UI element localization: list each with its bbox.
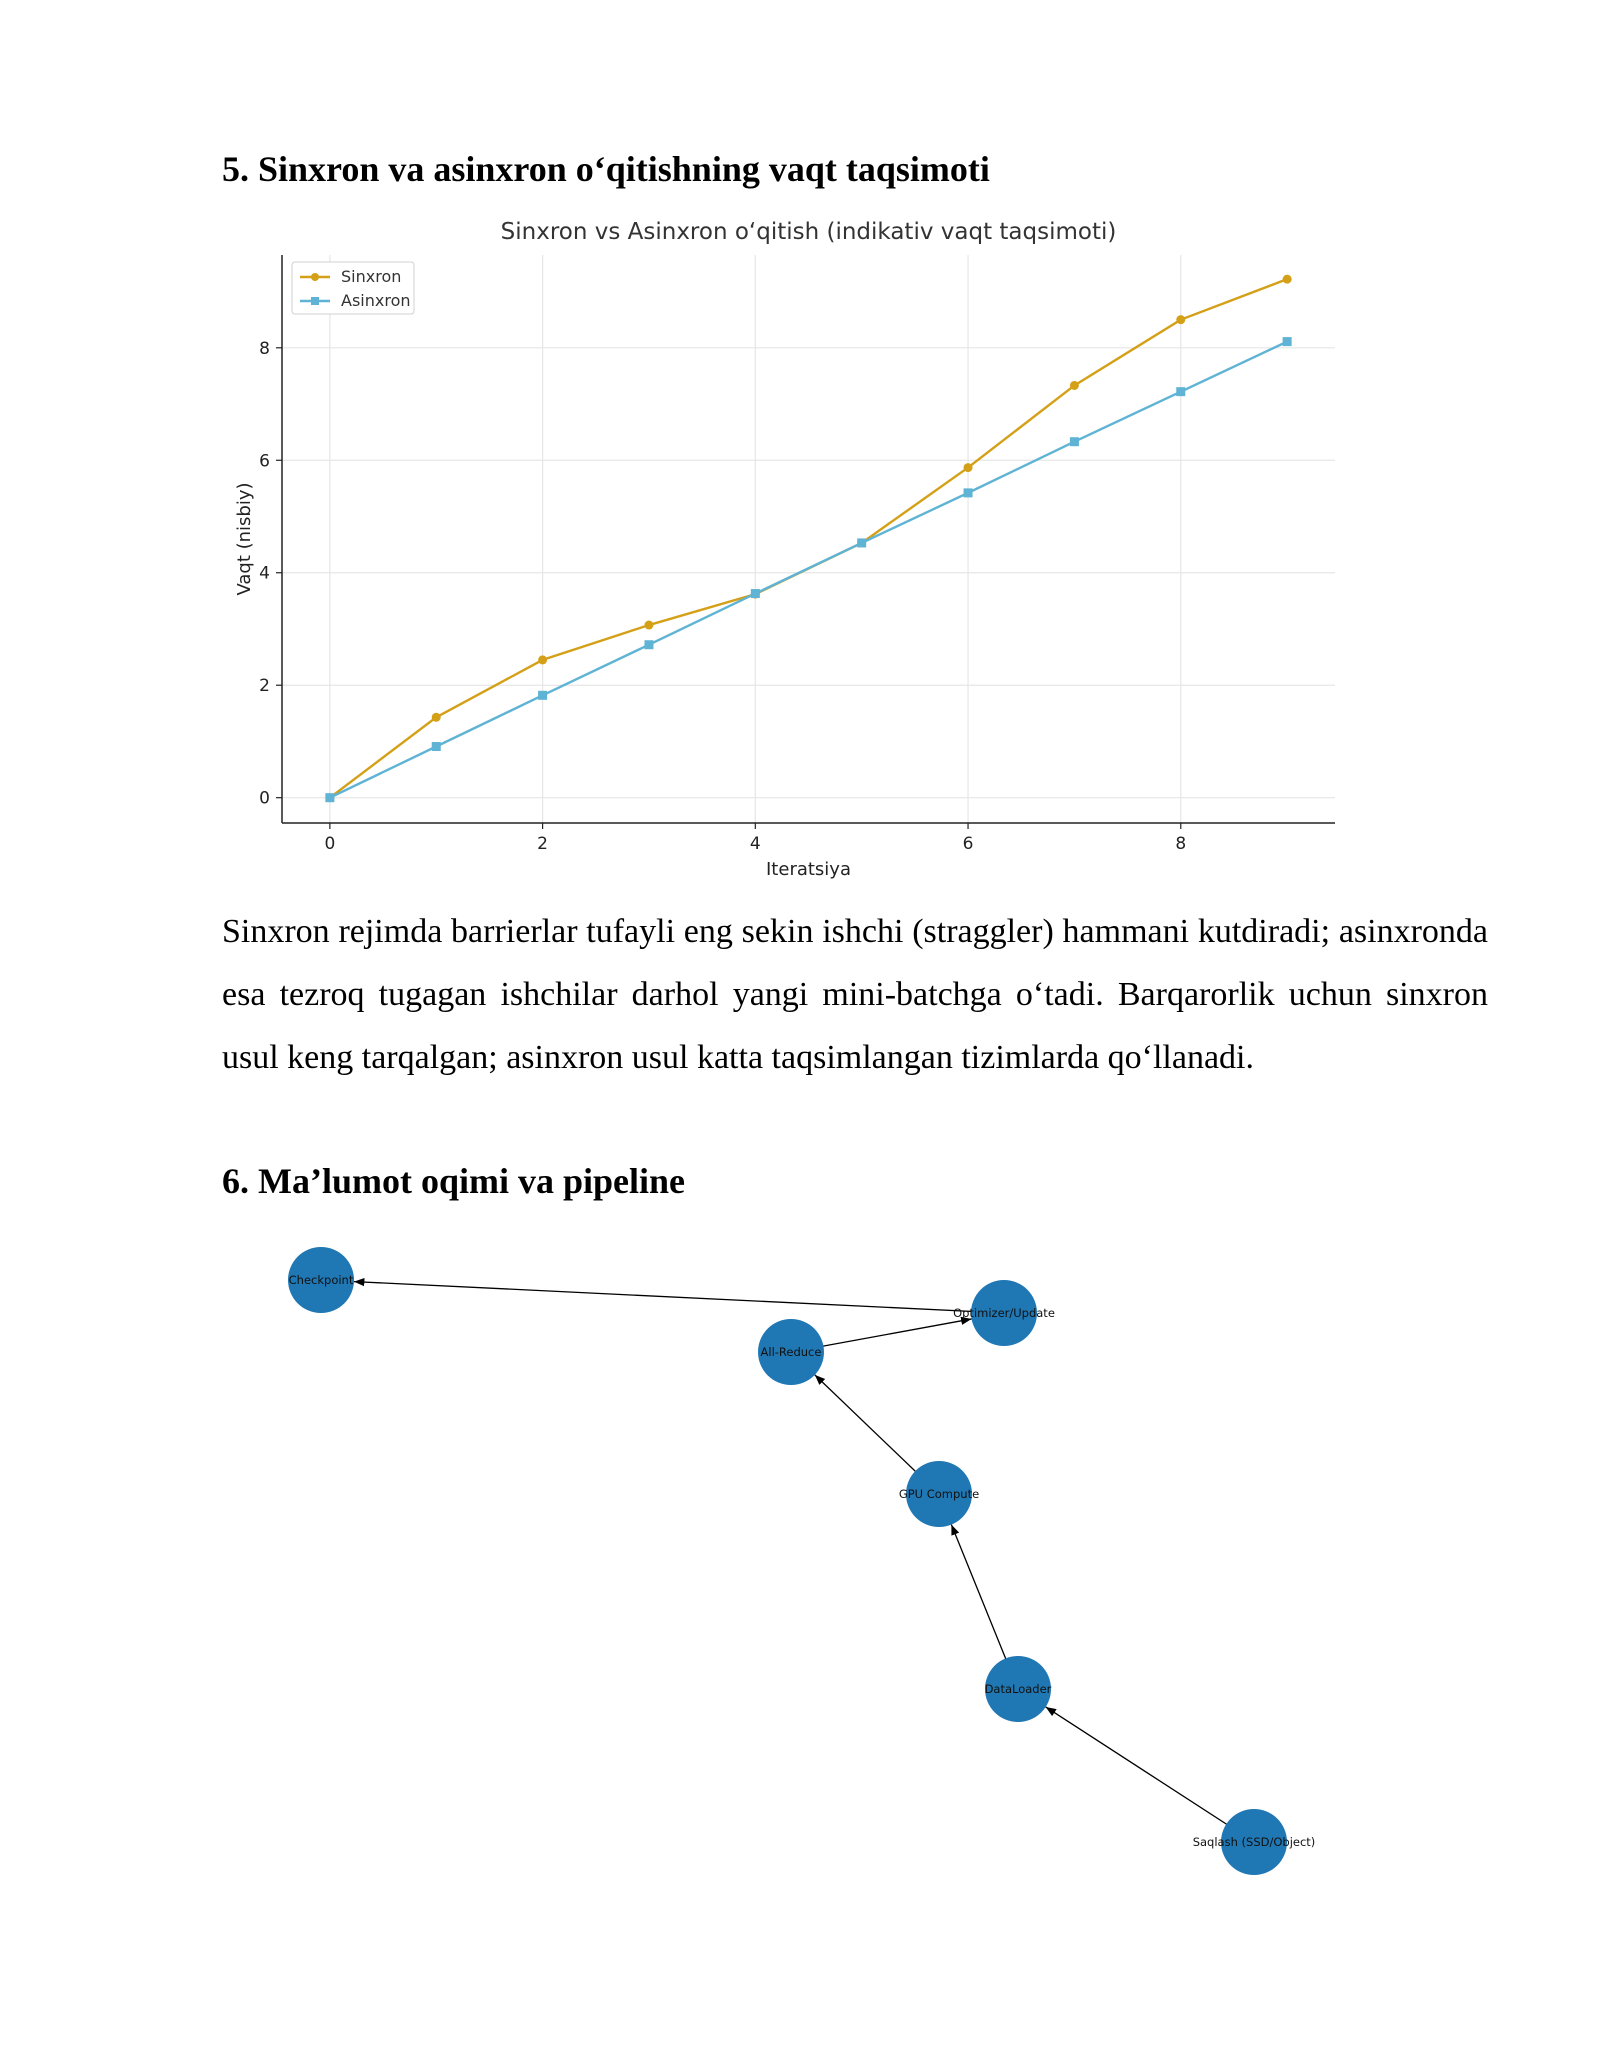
node-label-storage: Saqlash (SSD/Object) xyxy=(1192,1835,1316,1849)
x-tick-label: 6 xyxy=(962,834,974,854)
y-tick-label: 2 xyxy=(259,676,270,697)
node-label-gpu: GPU Compute xyxy=(898,1487,980,1501)
y-tick-label: 0 xyxy=(259,788,270,809)
y-tick-label: 4 xyxy=(259,563,270,584)
data-point xyxy=(644,640,653,649)
data-point xyxy=(964,488,973,497)
x-tick-label: 8 xyxy=(1175,834,1187,854)
pipeline-graph xyxy=(250,1210,1400,1890)
chart-title: Sinxron vs Asinxron o‘qitish (indikativ vaqt taqsimoti) xyxy=(500,219,1117,245)
y-tick-label: 8 xyxy=(259,338,270,359)
timing-line-chart xyxy=(220,215,1350,885)
data-point xyxy=(964,463,973,472)
x-tick-label: 4 xyxy=(749,834,761,854)
legend-marker xyxy=(311,273,319,281)
data-point xyxy=(538,691,547,700)
node-label-checkpoint: Checkpoint xyxy=(288,1273,354,1287)
node-label-dataloader: DataLoader xyxy=(984,1682,1052,1696)
x-tick-label: 2 xyxy=(537,834,549,854)
y-axis-label: Vaqt (nisbiy) xyxy=(234,482,255,596)
data-point xyxy=(1070,381,1079,390)
data-point xyxy=(751,589,760,598)
data-point xyxy=(432,713,441,722)
node-label-optimizer: Optimizer/Update xyxy=(953,1306,1055,1320)
section-5-paragraph: Sinxron rejimda barrierlar tufayli eng sekin ishchi (straggler) hammani kutdiradi; asinxronda esa tezroq tugagan ishchilar darhol yangi mini-batchga o‘tadi. Barqarorlik uchun sinxron usul keng tarqalgan; asinxron usul katta taqsimlangan tizimlarda qo‘llanadi. xyxy=(222,913,1488,1076)
series-line-sinxron xyxy=(330,279,1287,798)
data-point xyxy=(325,793,334,802)
data-point xyxy=(1176,315,1185,324)
section-5-heading: 5. Sinxron va asinxron o‘qitishning vaqt taqsimoti xyxy=(222,149,990,189)
legend-label: Asinxron xyxy=(341,291,411,310)
legend-label: Sinxron xyxy=(341,267,402,286)
edge-storage-to-dataloader xyxy=(1046,1707,1254,1842)
data-point xyxy=(538,655,547,664)
data-point xyxy=(1283,275,1292,284)
data-point xyxy=(1176,387,1185,396)
data-point xyxy=(644,621,653,630)
data-point xyxy=(1283,337,1292,346)
data-point xyxy=(1070,437,1079,446)
x-tick-label: 0 xyxy=(324,834,336,854)
data-point xyxy=(857,538,866,547)
edge-optimizer-to-checkpoint xyxy=(354,1282,1004,1313)
data-point xyxy=(432,742,441,751)
section-6-heading: 6. Ma’lumot oqimi va pipeline xyxy=(222,1161,686,1201)
legend-marker xyxy=(311,297,319,305)
y-tick-label: 6 xyxy=(259,451,270,472)
node-label-allreduce: All-Reduce xyxy=(760,1345,822,1359)
x-axis-label: Iteratsiya xyxy=(766,859,851,880)
